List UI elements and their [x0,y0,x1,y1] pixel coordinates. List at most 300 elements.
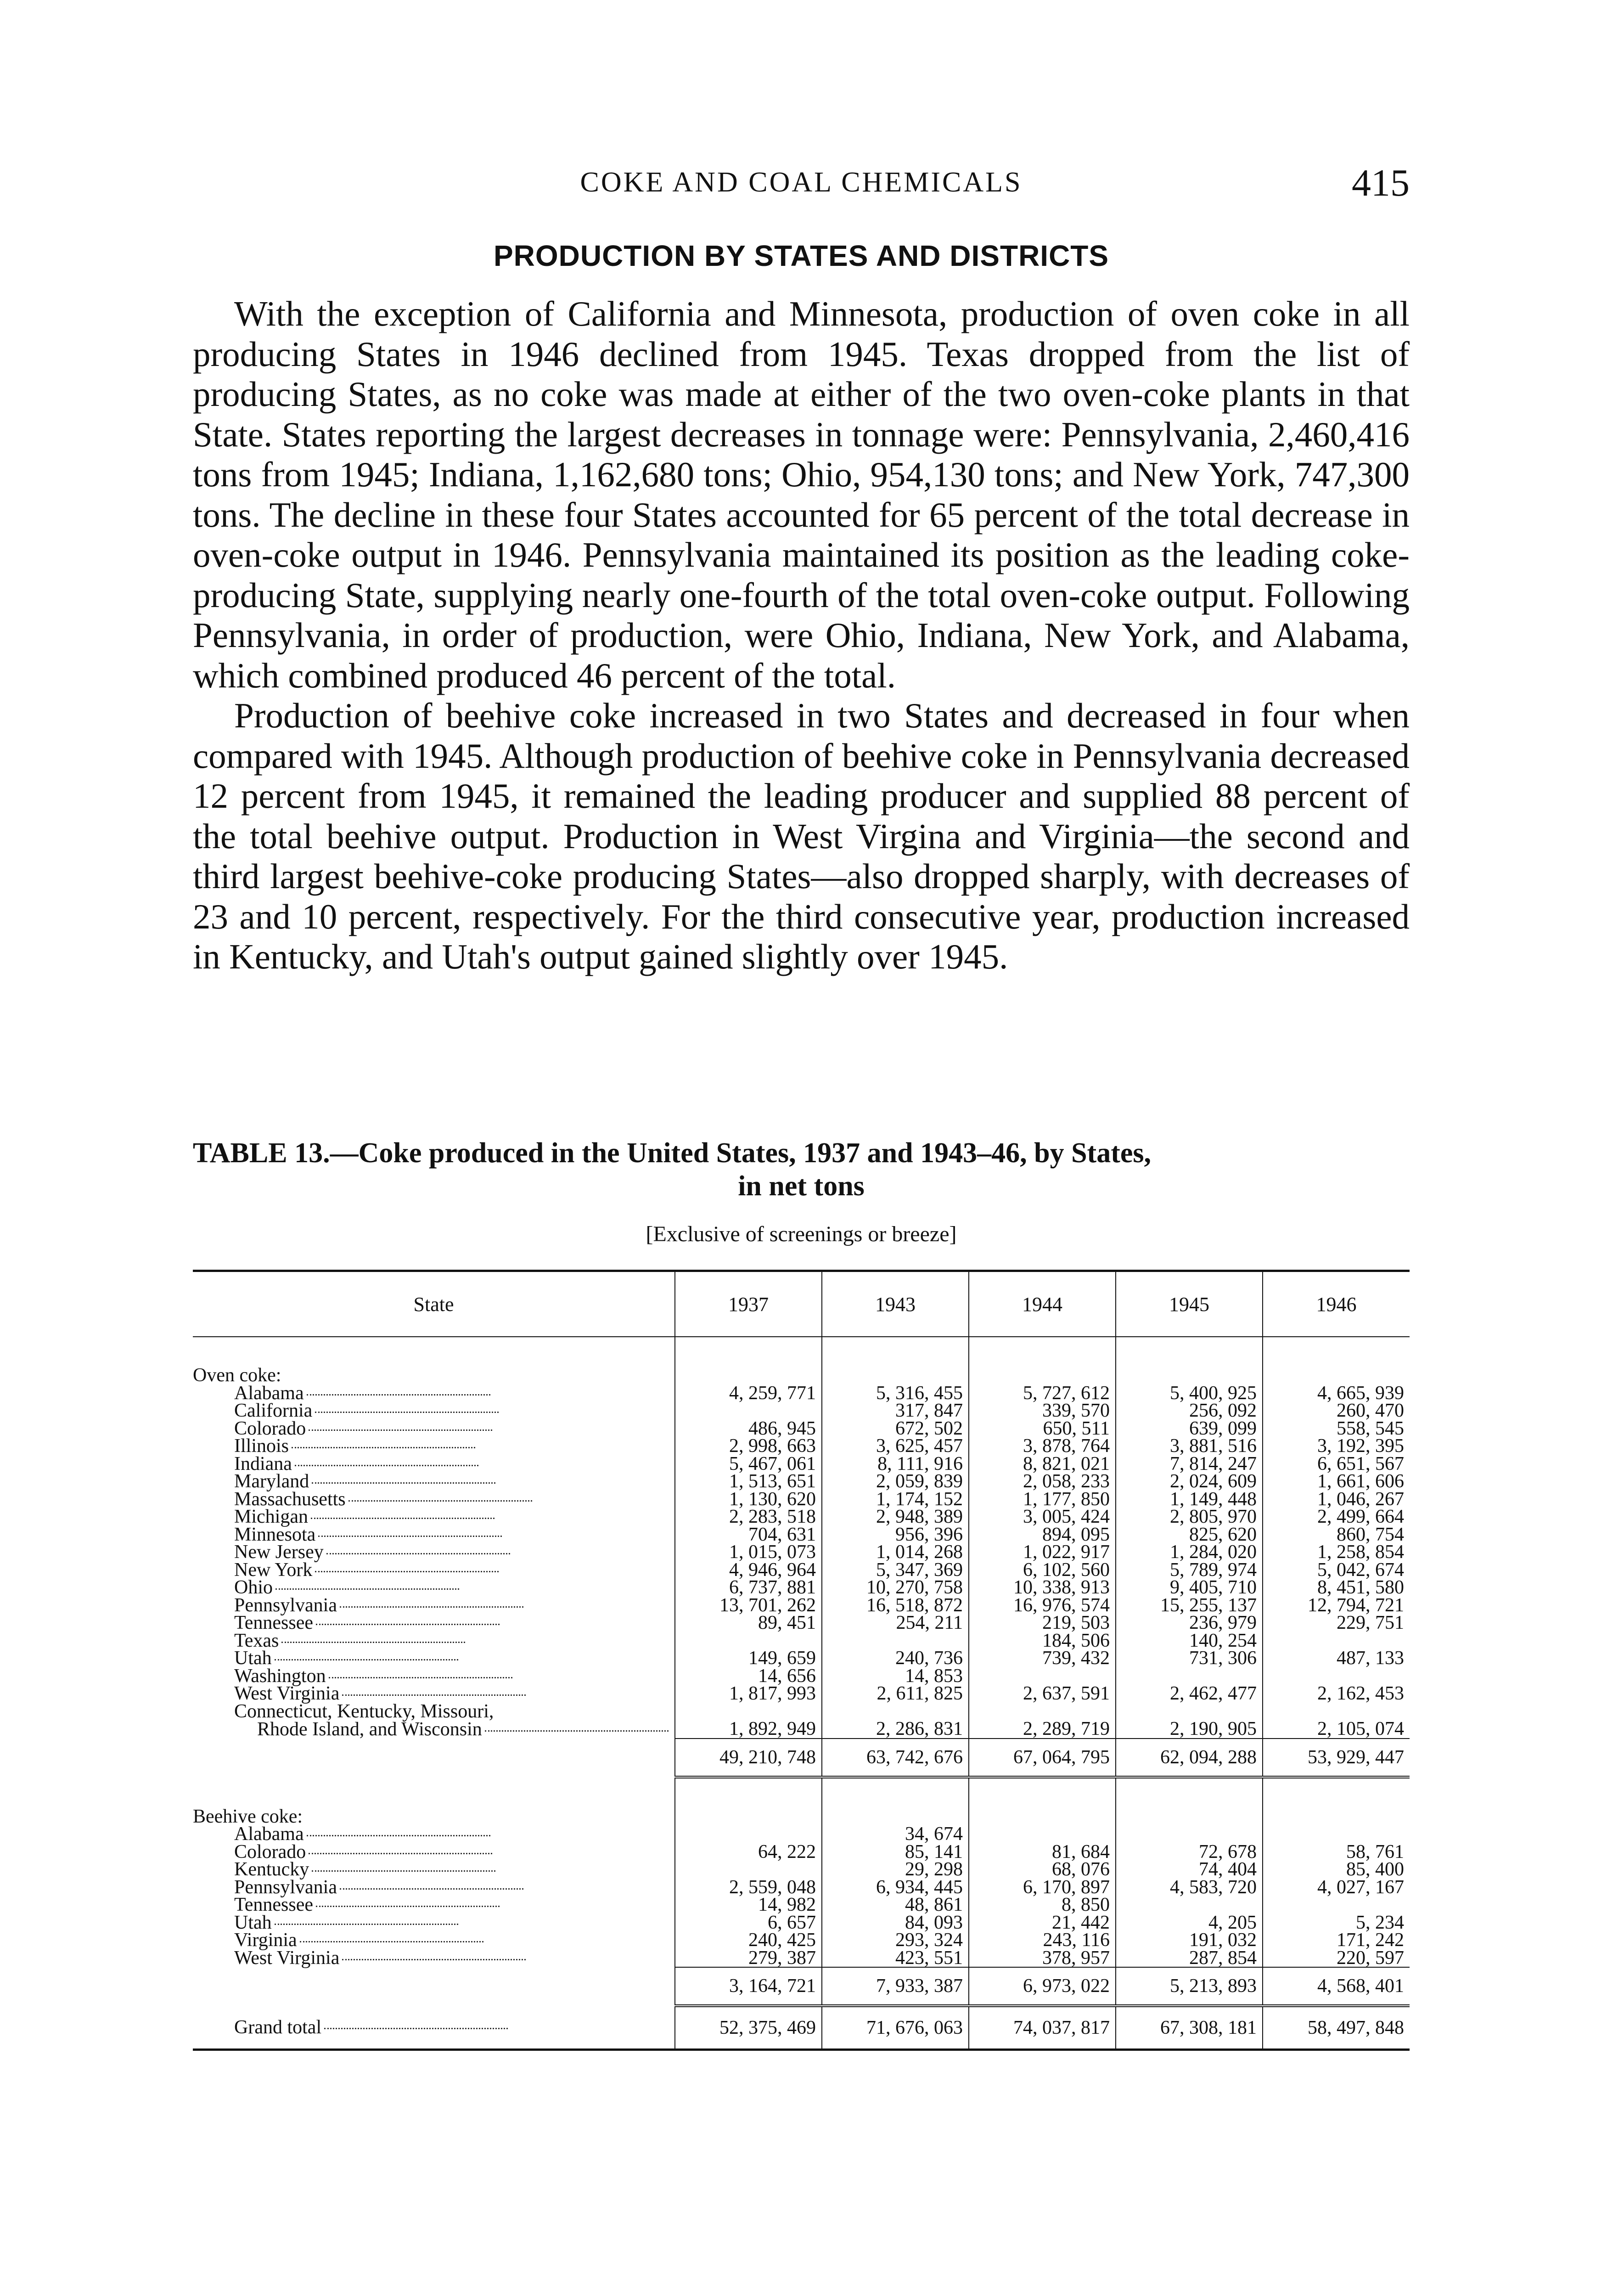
value-cell [675,1825,822,1843]
value-cell [675,1808,822,1826]
leader-dots [329,1677,512,1678]
total-row [193,1739,1410,1777]
table-caption-line: in net tons [738,1171,865,1202]
leader-dots [318,1536,502,1537]
leader-dots [342,1959,526,1960]
value-cell: 184, 506 [969,1632,1116,1650]
leader-dots [311,1518,494,1519]
value-cell: 339, 570 [969,1402,1116,1420]
leader-dots [275,1924,458,1925]
value-cell: 149, 659 [675,1649,822,1667]
value-cell: 14, 656 [675,1667,822,1685]
value-cell: 2, 283, 518 [675,1508,822,1526]
state-cell [193,1508,675,1526]
state-label: Tennessee [234,1612,313,1634]
state-cell [193,1473,675,1491]
value-cell: 2, 058, 233 [969,1473,1116,1491]
table-row [193,1420,1410,1438]
table-caption [193,1137,1410,1203]
value-cell [1116,1825,1263,1843]
value-cell: 85, 141 [822,1843,969,1861]
state-label: Grand total [234,2016,322,2038]
value-cell [675,1777,822,1808]
column-header: 1943 [822,1271,969,1337]
value-cell: 220, 597 [1263,1949,1410,1968]
value-cell: 243, 116 [969,1931,1116,1949]
value-cell: 29, 298 [822,1861,969,1879]
table-row [193,1914,1410,1932]
value-cell: 229, 751 [1263,1614,1410,1632]
value-cell: 3, 881, 516 [1116,1437,1263,1455]
state-label: Kentucky [234,1859,309,1880]
state-cell [193,2006,675,2050]
value-cell: 2, 462, 477 [1116,1685,1263,1703]
value-cell: 3, 192, 395 [1263,1437,1410,1455]
leader-dots [281,1642,465,1643]
value-cell: 62, 094, 288 [1116,1739,1263,1777]
column-header: 1945 [1116,1271,1263,1337]
paragraph: With the exception of California and Minnesota, production of oven coke in all producing States in 1946 declined from 1945. Texas dropped from the list of producing States, as no coke was made at either of the two oven-coke plants in that State. States reporting the largest decreases in tonnage were: Pennsylvania, 2,460,416 tons from 1945; Indiana, 1,162,680 tons; Ohio, 954,130 tons; and New York, 747,300 tons. The decline in these four States accounted for 65 percent of the total decrease in oven-coke output in 1946. Pennsylvania maintained its position as the leading coke-producing State, supplying nearly one-fourth of the total oven-coke output. Following Pennsylvania, in order of production, were Ohio, Indiana, New York, and Alabama, which combined produced 46 percent of the total. [193,294,1410,695]
state-label: West Virginia [234,1683,340,1705]
column-header: State [193,1271,675,1337]
state-label: Colorado [234,1841,306,1863]
table-row [193,1861,1410,1879]
value-cell [969,1825,1116,1843]
value-cell [969,1703,1116,1721]
leader-dots [485,1730,669,1732]
table-row [193,1597,1410,1615]
value-cell: 67, 064, 795 [969,1739,1116,1777]
table-row [193,1703,1410,1721]
table-row [193,1543,1410,1561]
value-cell: 236, 979 [1116,1614,1263,1632]
state-cell [193,1594,675,1616]
value-cell: 5, 467, 061 [675,1455,822,1473]
value-cell [1263,1777,1410,1808]
running-title: COKE AND COAL CHEMICALS [580,167,1023,198]
body-text [193,294,1410,977]
state-cell [193,1876,675,1898]
value-cell: 48, 861 [822,1896,969,1914]
value-cell: 2, 289, 719 [969,1720,1116,1739]
table-row [193,1473,1410,1491]
state-cell [193,1632,675,1650]
state-cell [193,1825,675,1843]
value-cell [1116,1777,1263,1808]
state-cell [193,1561,675,1579]
value-cell: 68, 076 [969,1861,1116,1879]
value-cell: 672, 502 [822,1420,969,1438]
value-cell: 486, 945 [675,1420,822,1438]
value-cell: 1, 046, 267 [1263,1491,1410,1508]
state-cell [193,1437,675,1455]
value-cell [675,1861,822,1879]
value-cell: 2, 998, 663 [675,1437,822,1455]
value-cell: 5, 400, 925 [1116,1384,1263,1402]
running-head [193,161,1410,211]
grand-total-row [193,2006,1410,2050]
state-cell [193,1967,675,2006]
value-cell [1116,1667,1263,1685]
value-cell: 14, 853 [822,1667,969,1685]
value-cell: 58, 497, 848 [1263,2006,1410,2050]
state-label: Minnesota [234,1524,316,1545]
state-label: Alabama [234,1382,304,1404]
leader-dots [300,1941,483,1942]
state-label: Illinois [234,1435,289,1457]
value-cell: 2, 024, 609 [1116,1473,1263,1491]
state-label: Indiana [234,1453,292,1474]
value-cell: 254, 211 [822,1614,969,1632]
state-label: California [234,1400,313,1422]
paragraph: Production of beehive coke increased in two States and decreased in four when compared with 1945. Although production of beehive coke in Pennsylvania decreased 12 percent from 1945, it remained the leading producer and supplied 88 percent of the total beehive output. Production in West Virgina and Virginia—the second and third largest beehive-coke producing States—also dropped sharply, with decreases of 23 and 10 percent, respectively. For the third consecutive year, production increased in Kentucky, and Utah's output gained slightly over 1945. [193,696,1410,976]
total-row [193,1967,1410,2006]
column-header: 1937 [675,1271,822,1337]
table-row [193,1825,1410,1843]
value-cell: 71, 676, 063 [822,2006,969,2050]
value-cell: 63, 742, 676 [822,1739,969,1777]
leader-dots [326,1553,510,1554]
section-label: Oven coke: [193,1365,281,1386]
value-cell: 8, 821, 021 [969,1455,1116,1473]
state-cell [193,1488,675,1510]
page-number: 415 [1352,162,1410,204]
value-cell: 4, 205 [1116,1914,1263,1932]
value-cell [675,1402,822,1420]
leader-dots [348,1500,532,1502]
value-cell: 53, 929, 447 [1263,1739,1410,1777]
value-cell: 9, 405, 710 [1116,1579,1263,1597]
value-cell: 1, 014, 268 [822,1543,969,1561]
value-cell [969,1667,1116,1685]
value-cell: 21, 442 [969,1914,1116,1932]
state-label: Michigan [234,1506,308,1528]
column-header: 1946 [1263,1271,1410,1337]
value-cell: 4, 946, 964 [675,1561,822,1579]
state-cell [193,1685,675,1703]
value-cell: 2, 611, 825 [822,1685,969,1703]
value-cell: 2, 637, 591 [969,1685,1116,1703]
state-cell [193,1739,675,1777]
value-cell: 14, 982 [675,1896,822,1914]
value-cell: 140, 254 [1116,1632,1263,1650]
value-cell: 894, 095 [969,1526,1116,1544]
value-cell: 1, 015, 073 [675,1543,822,1561]
coke-production-table [193,1270,1410,2051]
value-cell [1116,1808,1263,1826]
table-row [193,1402,1410,1420]
leader-dots [316,1624,500,1625]
leader-dots [316,1906,500,1907]
value-cell [1263,1667,1410,1685]
state-cell [193,1579,675,1597]
state-label: Pennsylvania [234,1876,337,1898]
leader-dots [312,1870,495,1872]
value-cell: 4, 027, 167 [1263,1879,1410,1896]
value-cell [969,1777,1116,1808]
table-header-row [193,1271,1410,1337]
leader-dots [340,1606,523,1608]
table-note: [Exclusive of screenings or breeze] [646,1222,957,1246]
value-cell: 84, 093 [822,1914,969,1932]
value-cell: 1, 022, 917 [969,1543,1116,1561]
value-cell: 4, 568, 401 [1263,1967,1410,2006]
table-row [193,1614,1410,1632]
value-cell: 2, 190, 905 [1116,1720,1263,1739]
value-cell: 317, 847 [822,1402,969,1420]
value-cell: 191, 032 [1116,1931,1263,1949]
leader-dots [307,1835,490,1836]
state-label: Ohio [234,1577,273,1598]
value-cell: 5, 042, 674 [1263,1561,1410,1579]
value-cell: 1, 513, 651 [675,1473,822,1491]
value-cell: 5, 789, 974 [1116,1561,1263,1579]
value-cell: 85, 400 [1263,1861,1410,1879]
value-cell: 956, 396 [822,1526,969,1544]
state-cell [193,1526,675,1544]
column-header: 1944 [969,1271,1116,1337]
state-label: Beehive coke: [193,1806,303,1827]
value-cell: 52, 375, 469 [675,2006,822,2050]
value-cell: 74, 404 [1116,1861,1263,1879]
state-cell [193,1455,675,1473]
table-row [193,1632,1410,1650]
value-cell: 2, 286, 831 [822,1720,969,1739]
value-cell: 825, 620 [1116,1526,1263,1544]
state-label: Utah [234,1912,272,1933]
table-row [193,1384,1410,1402]
value-cell: 1, 258, 854 [1263,1543,1410,1561]
value-cell: 423, 551 [822,1949,969,1968]
leader-dots [295,1465,478,1466]
value-cell: 487, 133 [1263,1649,1410,1667]
value-cell: 240, 425 [675,1931,822,1949]
value-cell: 10, 270, 758 [822,1579,969,1597]
state-label: New Jersey [234,1542,324,1563]
value-cell [1116,1896,1263,1914]
state-label: Maryland [234,1471,309,1492]
value-cell: 10, 338, 913 [969,1579,1116,1597]
value-cell: 4, 259, 771 [675,1384,822,1402]
value-cell [1263,1703,1410,1721]
value-cell: 6, 651, 567 [1263,1455,1410,1473]
value-cell: 6, 737, 881 [675,1579,822,1597]
state-label: Utah [234,1648,272,1669]
state-cell [193,1420,675,1438]
value-cell: 1, 661, 606 [1263,1473,1410,1491]
state-cell [193,1896,675,1914]
state-cell [193,1384,675,1402]
table-row [193,1667,1410,1685]
value-cell: 64, 222 [675,1843,822,1861]
spacer-row [193,1777,1410,1808]
table-row [193,1720,1410,1739]
value-cell: 6, 170, 897 [969,1879,1116,1896]
state-label: Texas [234,1630,279,1651]
table-row [193,1896,1410,1914]
state-cell [193,1649,675,1667]
value-cell: 6, 934, 445 [822,1879,969,1896]
table-row [193,1879,1410,1896]
state-cell [193,1402,675,1420]
leader-dots [309,1853,492,1854]
state-label: Connecticut, Kentucky, Missouri, [234,1700,494,1722]
value-cell [1263,1896,1410,1914]
value-cell: 16, 518, 872 [822,1597,969,1615]
value-cell: 1, 892, 949 [675,1720,822,1739]
value-cell: 58, 761 [1263,1843,1410,1861]
table-row [193,1843,1410,1861]
leader-dots [312,1482,495,1484]
value-cell [969,1808,1116,1826]
state-cell [193,1808,675,1826]
value-cell: 378, 957 [969,1949,1116,1968]
value-cell: 1, 130, 620 [675,1491,822,1508]
value-cell: 89, 451 [675,1614,822,1632]
value-cell: 6, 657 [675,1914,822,1932]
table-row [193,1649,1410,1667]
section-row [193,1367,1410,1384]
table-row [193,1491,1410,1508]
value-cell: 4, 665, 939 [1263,1384,1410,1402]
value-cell: 15, 255, 137 [1116,1597,1263,1615]
state-label: Tennessee [234,1894,313,1916]
table-body [193,1337,1410,2050]
value-cell: 219, 503 [969,1614,1116,1632]
table-row [193,1931,1410,1949]
value-cell: 639, 099 [1116,1420,1263,1438]
value-cell: 704, 631 [675,1526,822,1544]
state-label: Rhode Island, and Wisconsin [257,1718,482,1740]
value-cell: 6, 102, 560 [969,1561,1116,1579]
value-cell: 34, 674 [822,1825,969,1843]
value-cell: 5, 316, 455 [822,1384,969,1402]
value-cell: 1, 284, 020 [1116,1543,1263,1561]
table-row [193,1561,1410,1579]
value-cell: 739, 432 [969,1649,1116,1667]
value-cell [822,1777,969,1808]
value-cell: 1, 174, 152 [822,1491,969,1508]
value-cell: 72, 678 [1116,1843,1263,1861]
state-cell [193,1667,675,1685]
value-cell: 731, 306 [1116,1649,1263,1667]
value-cell: 3, 164, 721 [675,1967,822,2006]
value-cell: 240, 736 [822,1649,969,1667]
table-row [193,1685,1410,1703]
state-cell [193,1720,675,1739]
value-cell: 256, 092 [1116,1402,1263,1420]
state-cell [193,1700,675,1722]
value-cell: 8, 111, 916 [822,1455,969,1473]
value-cell: 1, 149, 448 [1116,1491,1263,1508]
data-table [193,1270,1410,2051]
table-row [193,1437,1410,1455]
value-cell: 558, 545 [1263,1420,1410,1438]
value-cell: 260, 470 [1263,1402,1410,1420]
value-cell: 293, 324 [822,1931,969,1949]
value-cell: 5, 727, 612 [969,1384,1116,1402]
state-cell [193,1614,675,1632]
leader-dots [315,1571,499,1572]
value-cell [675,1632,822,1650]
value-cell: 860, 754 [1263,1526,1410,1544]
section-row [193,1808,1410,1826]
value-cell: 5, 347, 369 [822,1561,969,1579]
value-cell: 279, 387 [675,1949,822,1968]
value-cell: 4, 583, 720 [1116,1879,1263,1896]
state-cell [193,1777,675,1808]
value-cell: 2, 105, 074 [1263,1720,1410,1739]
value-cell [1263,1808,1410,1826]
value-cell: 2, 559, 048 [675,1879,822,1896]
value-cell: 1, 817, 993 [675,1685,822,1703]
value-cell: 2, 499, 664 [1263,1508,1410,1526]
value-cell [1263,1632,1410,1650]
state-cell [193,1861,675,1879]
value-cell: 2, 162, 453 [1263,1685,1410,1703]
leader-dots [309,1429,492,1431]
leader-dots [315,1412,499,1413]
state-cell [193,1931,675,1949]
value-cell: 7, 814, 247 [1116,1455,1263,1473]
value-cell: 2, 948, 389 [822,1508,969,1526]
value-cell [822,1703,969,1721]
state-cell [193,1843,675,1861]
state-label: Virginia [234,1930,297,1951]
state-label: Washington [234,1665,326,1687]
state-label: Alabama [234,1823,304,1845]
value-cell: 1, 177, 850 [969,1491,1116,1508]
table-row [193,1455,1410,1473]
value-cell: 3, 625, 457 [822,1437,969,1455]
value-cell: 12, 794, 721 [1263,1597,1410,1615]
value-cell: 8, 850 [969,1896,1116,1914]
value-cell: 2, 805, 970 [1116,1508,1263,1526]
value-cell: 5, 213, 893 [1116,1967,1263,2006]
state-label: Colorado [234,1418,306,1439]
leader-dots [340,1888,523,1890]
leader-dots [324,2028,508,2029]
table-row [193,1508,1410,1526]
value-cell: 650, 511 [969,1420,1116,1438]
table-row [193,1579,1410,1597]
value-cell [822,1808,969,1826]
value-cell [822,1632,969,1650]
value-cell: 171, 242 [1263,1931,1410,1949]
value-cell: 8, 451, 580 [1263,1579,1410,1597]
value-cell: 6, 973, 022 [969,1967,1116,2006]
value-cell: 287, 854 [1116,1949,1263,1968]
section-heading: PRODUCTION BY STATES AND DISTRICTS [493,239,1109,272]
value-cell [675,1703,822,1721]
state-cell [193,1914,675,1932]
value-cell: 5, 234 [1263,1914,1410,1932]
table-row [193,1526,1410,1544]
leader-dots [342,1694,526,1696]
value-cell [1116,1703,1263,1721]
leader-dots [292,1447,475,1448]
value-cell: 7, 933, 387 [822,1967,969,2006]
value-cell: 3, 005, 424 [969,1508,1116,1526]
table-row [193,1949,1410,1968]
value-cell: 3, 878, 764 [969,1437,1116,1455]
state-label: Massachusetts [234,1488,346,1510]
state-label: New York [234,1559,313,1581]
value-cell: 81, 684 [969,1843,1116,1861]
value-cell: 13, 701, 262 [675,1597,822,1615]
value-cell: 2, 059, 839 [822,1473,969,1491]
value-cell: 49, 210, 748 [675,1739,822,1777]
